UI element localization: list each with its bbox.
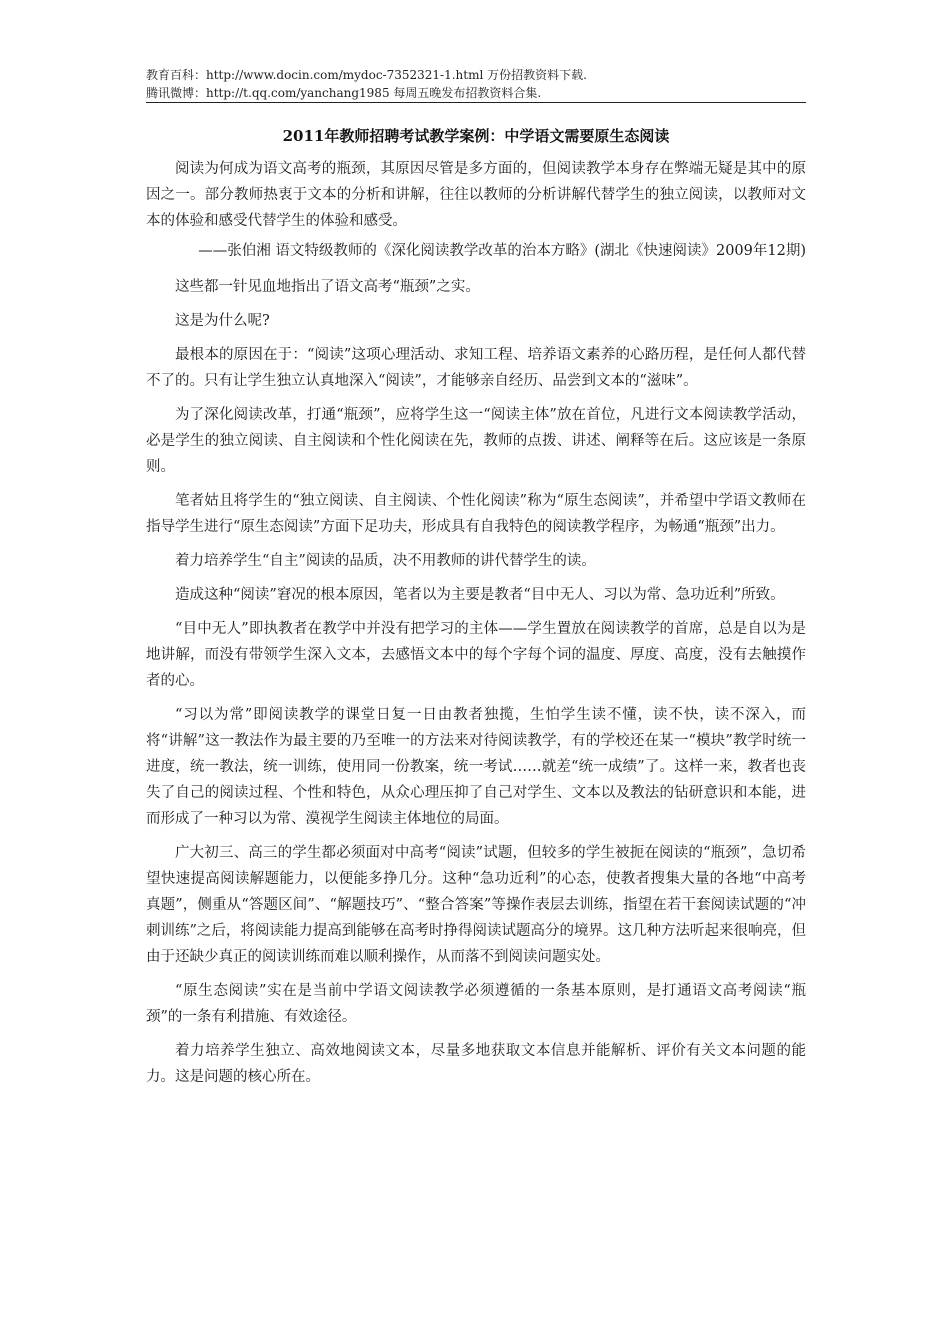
body-paragraph: 这些都一针见血地指出了语文高考“瓶颈”之实。 [175,279,480,295]
body-paragraph: 造成这种“阅读”窘况的根本原因，笔者以为主要是教者“目中无人、习以为常、急功近利”所致。 [175,587,785,603]
body-paragraph: 为了深化阅读改革，打通“瓶颈”，应将学生这一“阅读主体”放在首位，凡进行文本阅读教学活动，必是学生的独立阅读、自主阅读和个性化阅读在先，教师的点拨、讲述、阐释等在后。这应该是一条原则。 [146,407,806,475]
body-paragraph: 最根本的原因在于：“阅读”这项心理活动、求知工程、培养语文素养的心路历程，是任何人都代替不了的。只有让学生独立认真地深入“阅读”，才能够亲自经历、品尝到文本的“滋味”。 [146,347,806,389]
document-body [146,156,806,1098]
body-paragraph: 着力培养学生独立、高效地阅读文本，尽量多地获取文本信息并能解析、评价有关文本问题的能力。这是问题的核心所在。 [146,1043,806,1085]
body-paragraph: 广大初三、高三的学生都必须面对中高考“阅读”试题，但较多的学生被扼在阅读的“瓶颈”，急切希望快速提高阅读解题能力，以便能多挣几分。这种“急功近利”的心态，使教者搜集大量的各地“中高考真题”，侧重从“答题区间”、“解题技巧”、“整合答案”等操作表层去训练，指望在若干套阅读试题的“冲刺训练”之后，将阅读能力提高到能够在高考时挣得阅读试题高分的境界。这几种方法听起来很响亮，但由于还缺少真正的阅读训练而难以顺利操作，从而落不到阅读问题实处。 [146,845,806,965]
header-line-docin: 教育百科：http://www.docin.com/mydoc-7352321-1.html 万份招教资料下载. [146,68,587,82]
header-line-weibo: 腾讯微博：http://t.qq.com/yanchang1985 每周五晚发布招教资料合集. [146,86,542,100]
body-paragraph: 着力培养学生“自主”阅读的品质，决不用教师的讲代替学生的读。 [175,553,596,569]
body-paragraph: 笔者姑且将学生的“独立阅读、自主阅读、个性化阅读”称为“原生态阅读”，并希望中学语文教师在指导学生进行“原生态阅读”方面下足功夫，形成具有自我特色的阅读教学程序，为畅通“瓶颈”出力。 [146,493,806,535]
citation: ——张伯湘 语文特级教师的《深化阅读教学改革的治本方略》(湖北《快速阅读》2009年12期) [198,243,806,259]
intro-paragraph: 阅读为何成为语文高考的瓶颈，其原因尽管是多方面的，但阅读教学本身存在弊端无疑是其中的原因之一。部分教师热衷于文本的分析和讲解，往往以教师的分析讲解代替学生的独立阅读，以教师对文本的体验和感受代替学生的体验和感受。 [146,161,806,229]
document-title: 2011年教师招聘考试教学案例：中学语文需要原生态阅读 [282,127,670,145]
body-paragraph: 这是为什么呢? [175,313,270,329]
body-paragraph: “目中无人”即执教者在教学中并没有把学习的主体——学生置放在阅读教学的首席，总是自以为是地讲解，而没有带领学生深入文本，去感悟文本中的每个字每个词的温度、厚度、高度，没有去触摸作者的心。 [146,621,806,689]
page-header [146,66,806,102]
body-paragraph: “原生态阅读”实在是当前中学语文阅读教学必须遵循的一条基本原则，是打通语文高考阅读“瓶颈”的一条有利措施、有效途径。 [146,983,806,1025]
body-paragraph: “习以为常”即阅读教学的课堂日复一日由教者独揽，生怕学生读不懂，读不快，读不深入，而将“讲解”这一教法作为最主要的乃至唯一的方法来对待阅读教学，有的学校还在某一“模块”教学时统一进度，统一教法，统一训练，使用同一份教案，统一考试……就差“统一成绩”了。这样一来，教者也丧失了自己的阅读过程、个性和特色，从众心理压抑了自己对学生、文本以及教法的钻研意识和本能，进而形成了一种习以为常、漠视学生阅读主体地位的局面。 [146,707,806,827]
header-divider [146,102,806,103]
